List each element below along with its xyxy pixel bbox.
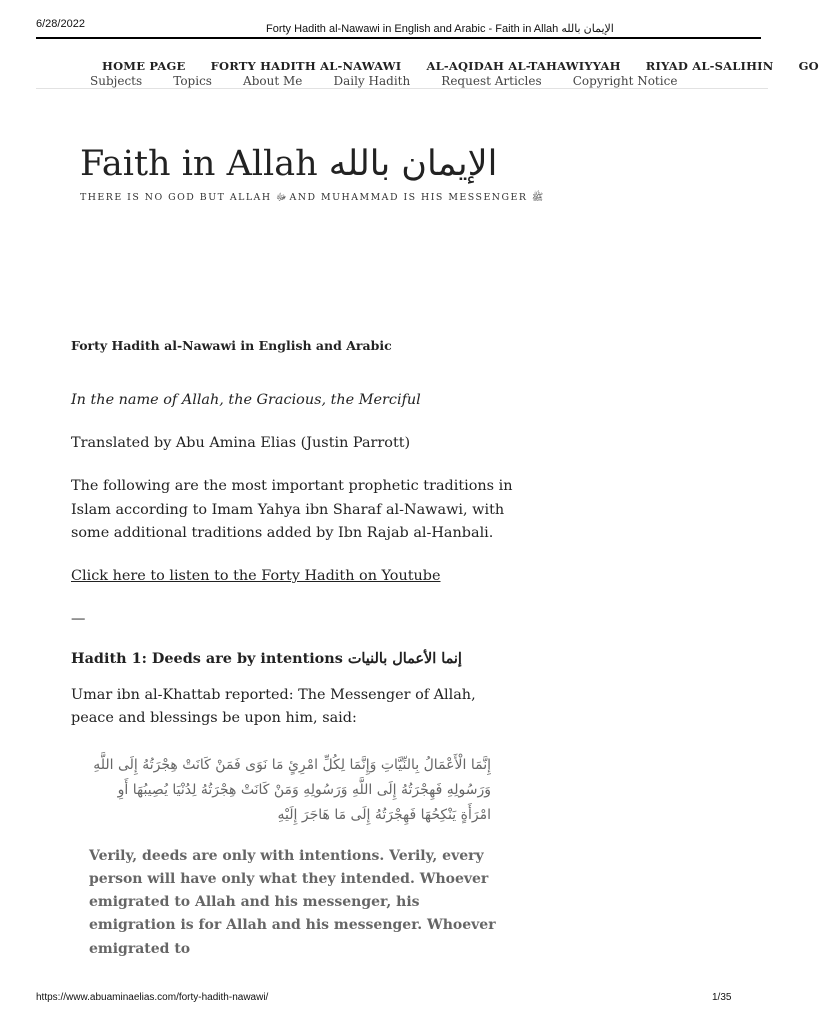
- secondary-nav-item[interactable]: About Me: [243, 74, 303, 88]
- hadith-1-translation: Verily, deeds are only with intentions. Verily, every person will have only what they intended. Whoever emigrated to Allah and his messenger, his emigration is for Allah and his messenger. Whoever emigrated to: [89, 847, 496, 957]
- secondary-nav-item[interactable]: Daily Hadith: [333, 74, 411, 88]
- primary-menu: [102, 55, 839, 74]
- secondary-nav-item[interactable]: Topics: [173, 74, 212, 88]
- article-title: Forty Hadith al-Nawawi in English and Arabic: [71, 338, 392, 353]
- secondary-nav-item[interactable]: Request Articles: [441, 74, 542, 88]
- nav-home-page[interactable]: HOME PAGE: [102, 59, 186, 73]
- secondary-nav-item[interactable]: Subjects: [90, 74, 143, 88]
- nav-forty-hadith[interactable]: FORTY HADITH AL-NAWAWI: [210, 59, 402, 73]
- print-page-title: Forty Hadith al-Nawawi in English and Arabic - Faith in Allah الإيمان بالله: [266, 23, 614, 35]
- print-date: 6/28/2022: [36, 18, 85, 30]
- site-tagline: THERE IS NO GOD BUT ALLAH ﷻ AND MUHAMMAD IS HIS MESSENGER ﷺ: [80, 192, 544, 203]
- translator-credit: Translated by Abu Amina Elias (Justin Parrott): [71, 435, 411, 451]
- nav-al-aqidah[interactable]: AL-AQIDAH AL-TAHAWIYYAH: [426, 59, 621, 73]
- header-rule: [36, 37, 761, 39]
- print-url: https://www.abuaminaelias.com/forty-hadith-nawawi/: [36, 992, 269, 1003]
- secondary-menu: [90, 74, 678, 89]
- youtube-link[interactable]: Click here to listen to the Forty Hadith on Youtube: [71, 568, 441, 584]
- hadith-1-arabic: إِنَّمَا الْأَعْمَالُ بِالنِّيَّاتِ وَإِنَّمَا لِكُلِّ امْرِئٍ مَا نَوَى فَمَنْ كَانَتْ هِجْرَتُهُ إِلَى اللَّهِ وَرَسُولِهِ فَهِجْرَتُهُ إِلَى اللَّهِ وَرَسُولِهِ وَمَنْ كَانَتْ هِجْرَتُهُ لِدُنْيَا يُصِيبُهَا أَوِ امْرَأَةٍ يَنْكِحُهَا فَهِجْرَتُهُ إِلَى مَا هَاجَرَ إِلَيْهِ: [93, 756, 491, 823]
- hadith-1-heading: Hadith 1: Deeds are by intentions إنما الأعمال بالنيات: [71, 649, 462, 667]
- nav-go[interactable]: GO: [798, 59, 819, 73]
- basmala: In the name of Allah, the Gracious, the Merciful: [71, 392, 421, 408]
- article-content: [71, 338, 521, 961]
- secondary-nav-item[interactable]: Copyright Notice: [572, 74, 678, 88]
- nav-riyad-al-salihin[interactable]: RIYAD AL-SALIHIN: [645, 59, 774, 73]
- hadith-1-quote: [71, 753, 521, 961]
- hadith-1-narration: Umar ibn al-Khattab reported: The Messenger of Allah, peace and blessings be upon him, said:: [71, 686, 476, 726]
- site-title[interactable]: Faith in Allah الإيمان بالله: [80, 144, 498, 184]
- print-page-number: 1/35: [712, 992, 732, 1003]
- separator: —: [71, 611, 86, 627]
- intro-paragraph: The following are the most important prophetic traditions in Islam according to Imam Yahya ibn Sharaf al-Nawawi, with some additional traditions added by Ibn Rajab al-Hanbali.: [71, 478, 513, 541]
